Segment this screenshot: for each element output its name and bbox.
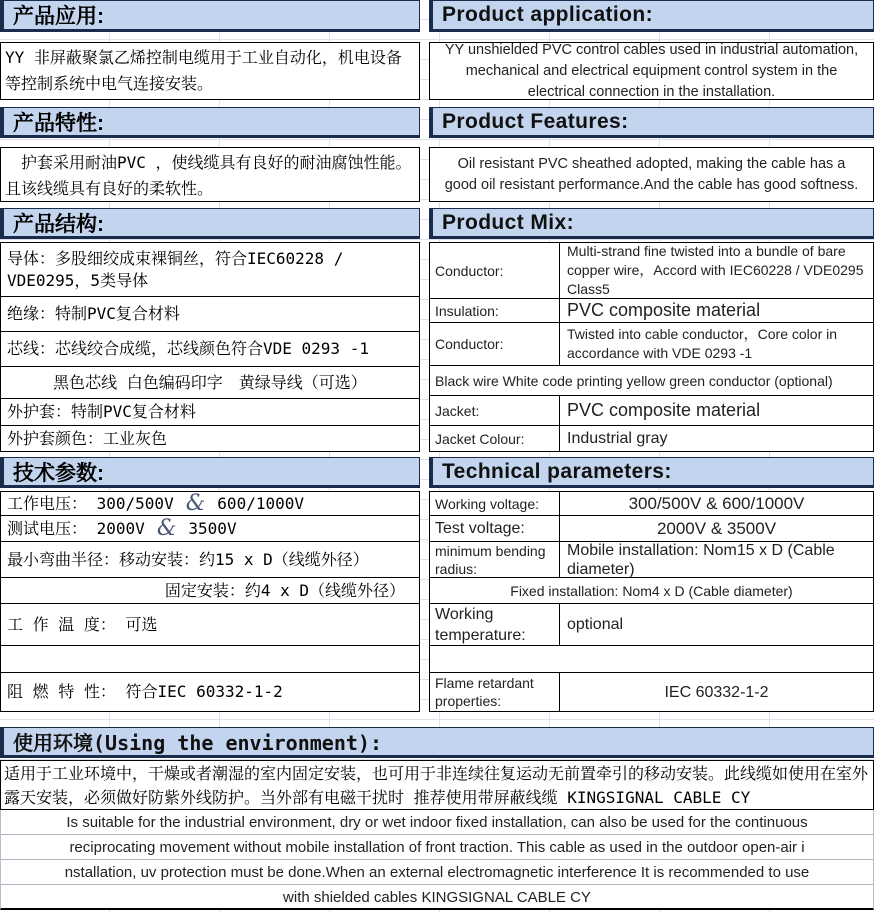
table-row (1, 332, 419, 367)
header-product-features-cn: 产品特性: (0, 107, 420, 138)
row-value: Mobile installation: Nom15 x D (Cable diameter) (567, 542, 835, 578)
table-row (1, 578, 419, 604)
product-features-text-cn: 护套采用耐油PVC ，使线缆具有良好的耐油腐蚀性能。且该线缆具有良好的柔软性。 (0, 147, 420, 202)
header-product-application-cn: 产品应用: (0, 0, 420, 32)
table-row (430, 542, 873, 578)
table-row (430, 646, 873, 673)
working-voltage-cn: 工作电压： 300/500V & 600/1000V (7, 492, 304, 515)
row-label: Jacket Colour: (430, 426, 560, 451)
header-product-structure-cn: 产品结构: (0, 208, 420, 239)
fixed-installation-note: Fixed installation: Nom4 x D (Cable diameter) (510, 582, 793, 599)
environment-text-cn: 适用于工业环境中，干燥或者潮湿的室内固定安装，也可用于非连续往复运动无前置牵引的移动安装。此线缆如使用在室外露天安装，必须做好防紫外线防护。当外部有电磁干扰时 推荐使用带屏蔽线缆 KINGSIGNAL CABLE CY (0, 760, 874, 810)
row-value: IEC 60332-1-2 (664, 683, 769, 701)
table-row (1, 646, 419, 673)
technical-parameters-table-en (429, 491, 874, 712)
bending-radius-mobile-cn: 最小弯曲半径：移动安装：约15 x D（线缆外径） (7, 549, 369, 569)
environment-en-line: nstallation, uv protection must be done.When an external electromagnetic interference It is recommended to use (1, 860, 873, 885)
product-application-text-cn: YY 非屏蔽聚氯乙烯控制电缆用于工业自动化，机电设备等控制系统中电气连接安装。 (0, 42, 420, 100)
table-row (1, 297, 419, 332)
table-row (1, 243, 419, 297)
row-label: Conductor: (430, 323, 560, 365)
table-row (1, 542, 419, 578)
row-label: minimum bending radius: (430, 542, 560, 577)
environment-en-line: Is suitable for the industrial environment, dry or wet indoor fixed installation, can also be used for the continuous (1, 810, 873, 835)
row-label: Working voltage: (430, 492, 560, 515)
product-structure-table-cn (0, 242, 420, 452)
table-row (430, 396, 873, 426)
row-label: Working temperature: (430, 604, 560, 645)
row-value: Multi-strand fine twisted into a bundle of bare copper wire，Accord with IEC60228 / VDE0295 Class5 (567, 243, 864, 297)
row-value: 2000V & 3500V (656, 519, 777, 538)
table-row (430, 243, 873, 299)
product-features-text-en: Oil resistant PVC sheathed adopted, making the cable has a good oil resistant performance.And the cable has good softness. (429, 147, 874, 202)
english-column (429, 0, 874, 712)
header-product-mix: Product Mix: (429, 208, 874, 239)
header-product-features-en: Product Features: (429, 107, 874, 138)
table-row (1, 492, 419, 516)
row-value: Twisted into cable conductor，Core color in accordance with VDE 0293 -1 (567, 326, 838, 361)
table-row (1, 673, 419, 711)
bending-radius-fixed-cn: 固定安装：约4 x D（线缆外径） (164, 580, 405, 600)
structure-color-note-cn: 黑色芯线 白色编码印字 黄绿导线（可选） (53, 372, 367, 392)
row-label: Test voltage: (430, 516, 560, 541)
structure-conductor-cn: 导体：多股细绞成束裸铜丝，符合IEC60228 / VDE0295，5类导体 (7, 248, 344, 290)
row-value: PVC composite material (567, 300, 761, 320)
row-value: 300/500V & 600/1000V (628, 494, 805, 513)
ampersand-glyph: & (185, 492, 206, 515)
table-row (1, 426, 419, 451)
product-mix-table (429, 242, 874, 452)
table-row (430, 492, 873, 516)
table-row (430, 604, 873, 646)
spacer (429, 32, 874, 42)
spacer (0, 32, 420, 42)
table-row (430, 516, 873, 542)
table-row (430, 299, 873, 323)
flame-retardant-cn: 阻 燃 特 性： 符合IEC 60332-1-2 (7, 682, 283, 701)
header-technical-parameters-en: Technical parameters: (429, 457, 874, 488)
structure-jacket-cn: 外护套：特制PVC复合材料 (7, 402, 196, 421)
environment-section (0, 727, 874, 910)
table-row (1, 367, 419, 399)
row-value: PVC composite material (567, 400, 761, 420)
working-temperature-cn: 工 作 温 度： 可选 (7, 614, 158, 634)
table-row (1, 516, 419, 542)
ampersand-glyph: & (156, 516, 177, 541)
structure-jacket-color-cn: 外护套颜色：工业灰色 (7, 428, 168, 448)
row-label: Conductor: (430, 243, 560, 298)
spacer (429, 100, 874, 107)
wire-color-note: Black wire White code printing yellow green conductor (optional) (435, 372, 833, 389)
structure-insulation-cn: 绝缘：特制PVC复合材料 (7, 304, 180, 323)
environment-en-line: with shielded cables KINGSIGNAL CABLE CY (283, 889, 591, 906)
table-row (430, 673, 873, 711)
table-row (430, 323, 873, 366)
table-row (1, 399, 419, 426)
spacer (0, 138, 420, 147)
environment-text-en (0, 810, 874, 910)
spacer (429, 138, 874, 147)
technical-parameters-table-cn (0, 491, 420, 712)
table-row (430, 578, 873, 604)
empty-row (430, 646, 873, 672)
test-voltage-cn: 测试电压： 2000V & 3500V (7, 516, 237, 541)
row-label: Flame retardant properties: (430, 673, 560, 711)
header-technical-parameters-cn: 技术参数: (0, 457, 420, 488)
table-row (430, 426, 873, 451)
row-value: Industrial gray (567, 430, 668, 447)
environment-en-line: reciprocating movement without mobile installation of front traction. This cable as used in the outdoor open-air i (1, 835, 873, 860)
empty-row (1, 646, 419, 672)
structure-core-cn: 芯线：芯线绞合成缆，芯线颜色符合VDE 0293 -1 (7, 339, 369, 358)
header-using-environment: 使用环境(Using the environment): (0, 727, 874, 758)
row-label: Jacket: (430, 396, 560, 425)
header-product-application-en: Product application: (429, 0, 874, 32)
table-row (430, 366, 873, 396)
row-label: Insulation: (430, 299, 560, 322)
spacer (0, 100, 420, 107)
table-row (1, 604, 419, 646)
chinese-column (0, 0, 420, 712)
row-value: optional (567, 616, 624, 633)
product-application-text-en: YY unshielded PVC control cables used in industrial automation, mechanical and electrical equipment control system in the electrical connection in the installation. (429, 42, 874, 100)
